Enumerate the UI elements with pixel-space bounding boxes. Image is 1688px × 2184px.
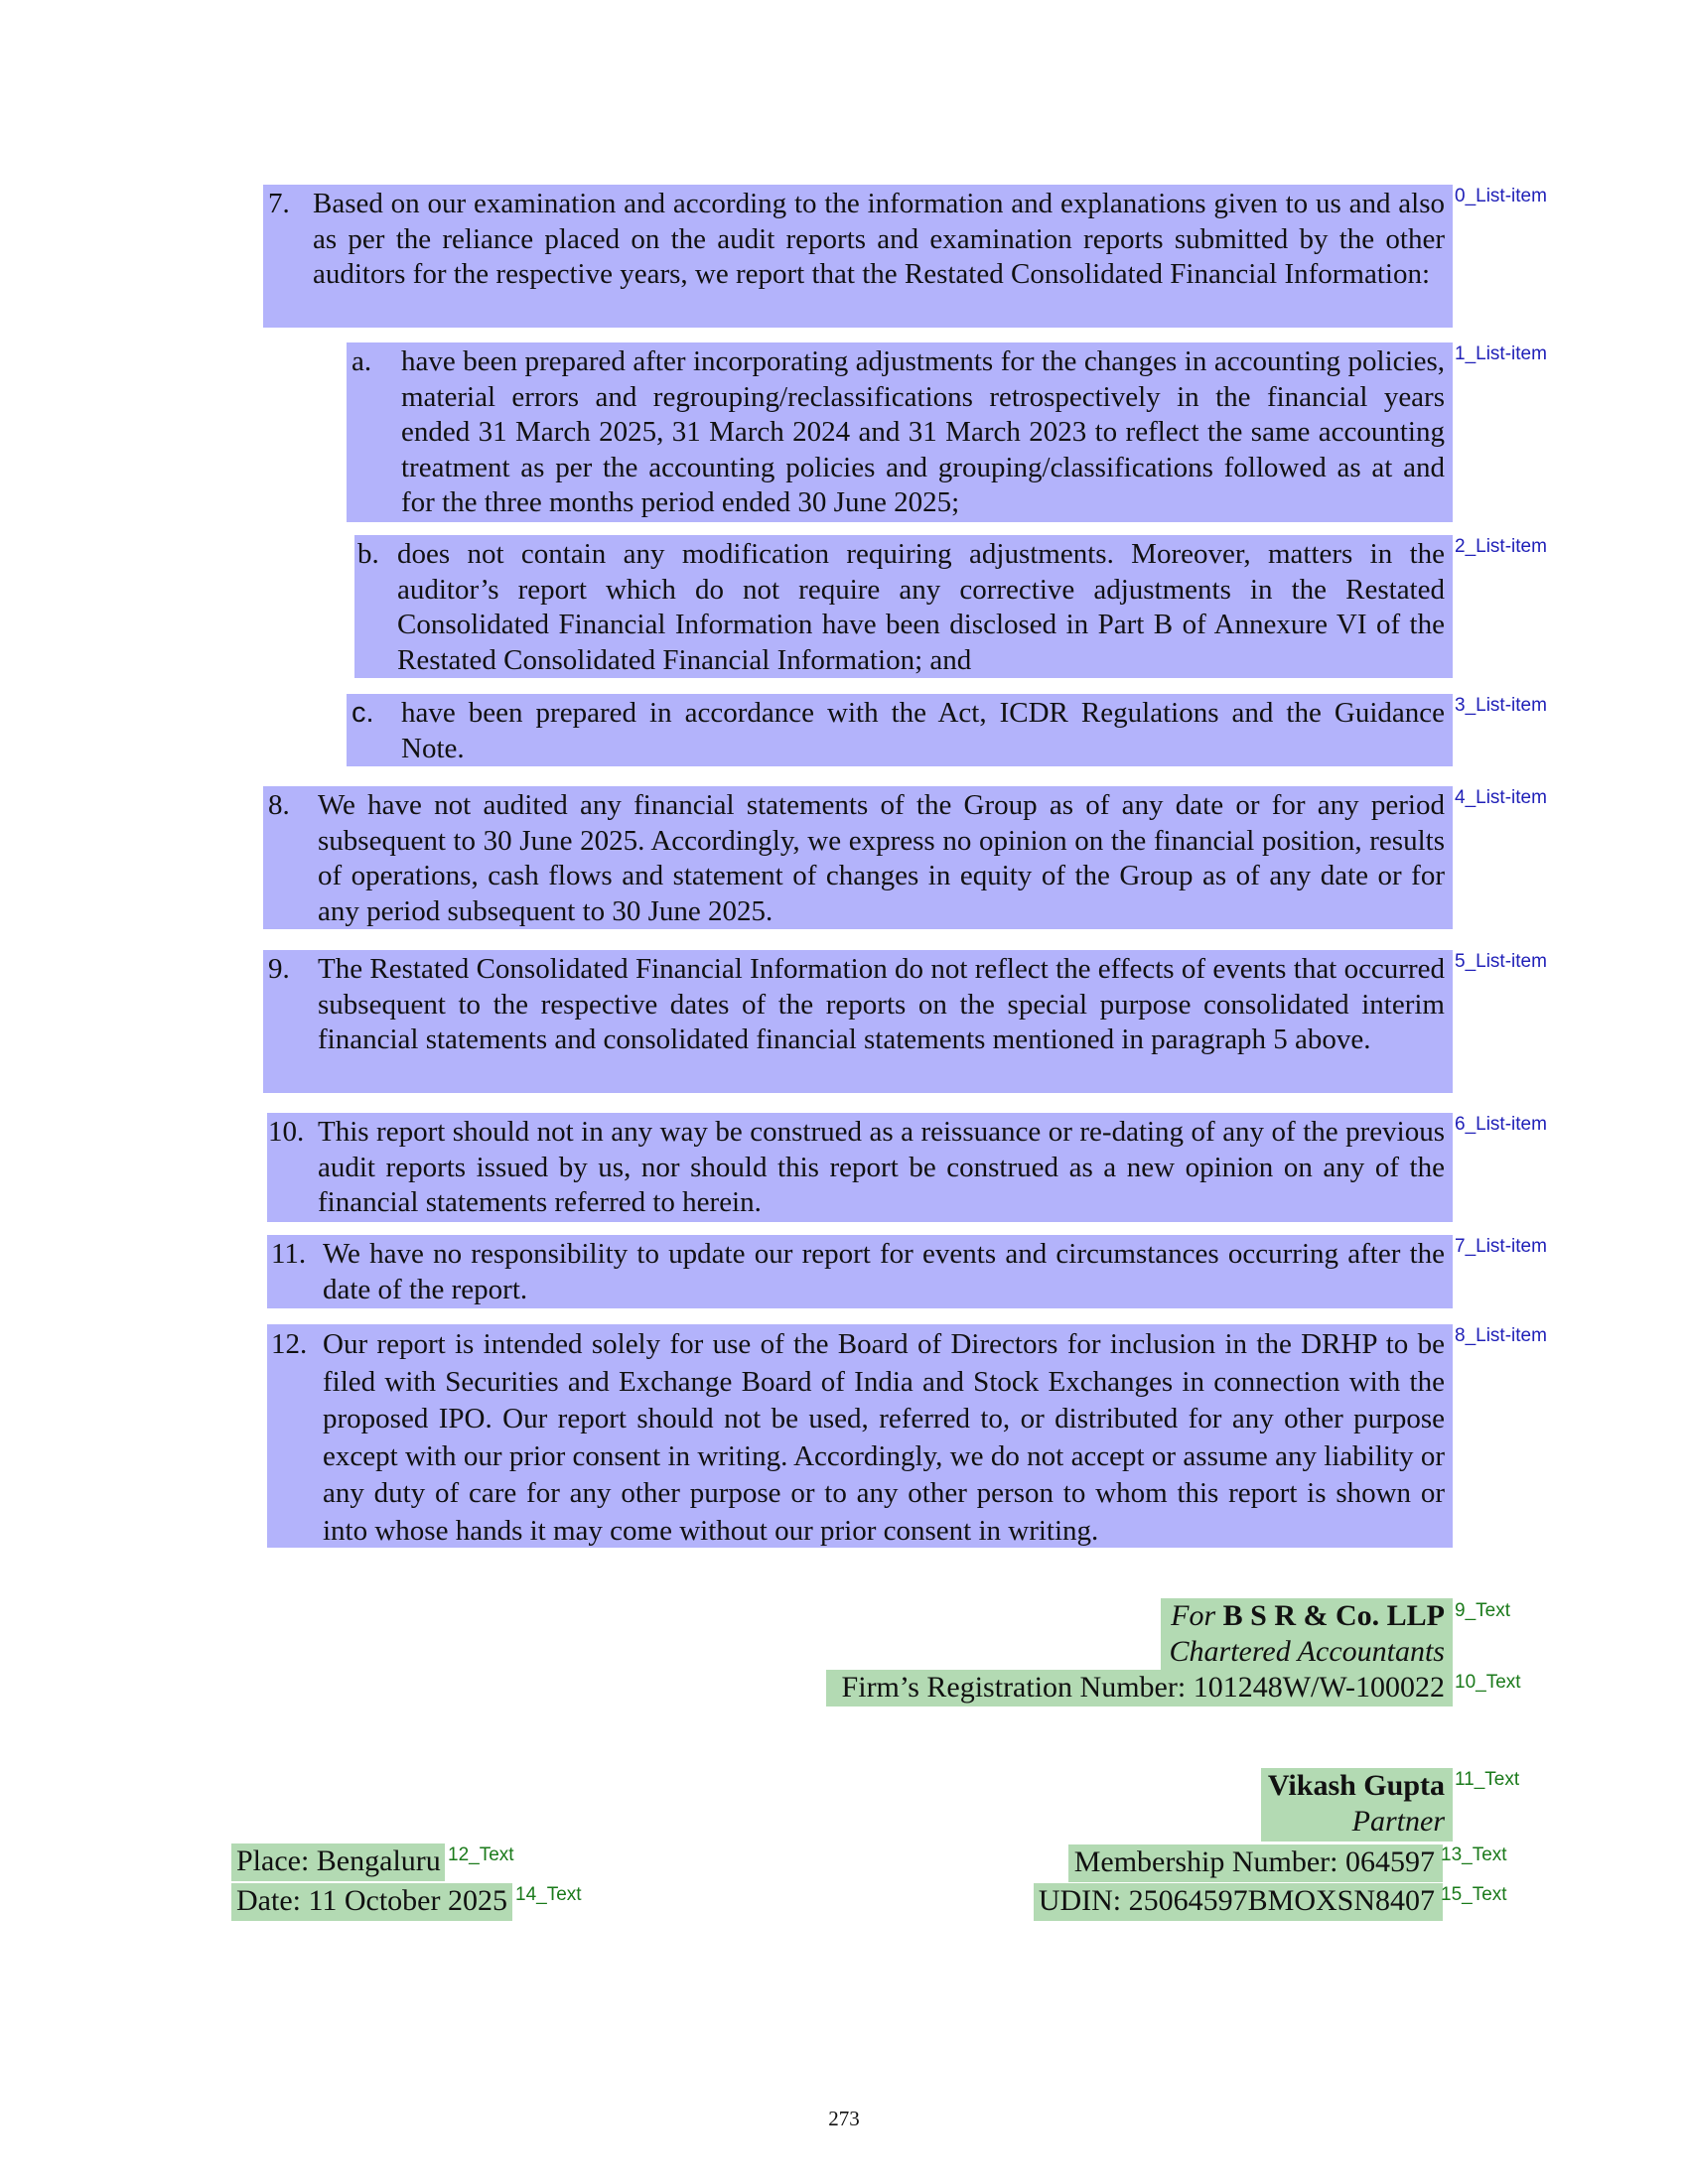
item-number: 9.: [268, 953, 290, 985]
partner-block: [1261, 1768, 1453, 1842]
layout-tag: 8_List-item: [1455, 1325, 1547, 1346]
partner-name: Vikash Gupta: [1267, 1769, 1445, 1802]
item-letter: b.: [357, 538, 379, 570]
item-number: 10.: [268, 1116, 305, 1148]
list-item-8: [263, 786, 1453, 929]
item-text: does not contain any modification requiring adjustments. Moreover, matters in the auditor’s report which do not require any corrective adjustments in the Restated Consolidated Financial Information have been disclosed in Part B of Annexure VI of the Restated Consolidated Financial Information; and: [397, 538, 1445, 676]
list-item-a: [347, 342, 1453, 522]
item-text: have been prepared in accordance with the Act, ICDR Regulations and the Guidance Note.: [401, 697, 1445, 764]
place-text: Place: Bengaluru: [236, 1844, 441, 1877]
layout-tag: 10_Text: [1455, 1672, 1521, 1693]
layout-tag: 4_List-item: [1455, 787, 1547, 808]
item-letter: c.: [352, 697, 374, 729]
item-text: Based on our examination and according to the information and explanations given to us and also as per the reliance placed on the audit reports and examination reports submitted by the other auditors for the respective years, we report that the Restated Consolidated Financial Information:: [313, 188, 1445, 290]
item-text: The Restated Consolidated Financial Information do not reflect the effects of events that occurred subsequent to the respective dates of the reports on the special purpose consolidated interim financial statements and consolidated financial statements mentioned in paragraph 5 above.: [318, 953, 1445, 1055]
firm-line: [1161, 1598, 1445, 1634]
firm-block: [1161, 1598, 1453, 1670]
layout-tag: 5_List-item: [1455, 951, 1547, 972]
list-item-b: [354, 535, 1453, 678]
layout-tag: 15_Text: [1441, 1884, 1507, 1905]
item-number: 11.: [271, 1238, 307, 1270]
layout-tag: 9_Text: [1455, 1600, 1510, 1621]
layout-tag: 12_Text: [448, 1844, 514, 1865]
place: [231, 1843, 445, 1881]
item-text: We have not audited any financial statements of the Group as of any date or for any period subsequent to 30 June 2025. Accordingly, we express no opinion on the financial position, results of operations, cash flows and statement of changes in equity of the Group as of any date or for any period subsequent to 30 June 2025.: [318, 789, 1445, 927]
list-item-10: [267, 1113, 1453, 1222]
udin-text: UDIN: 25064597BMOXSN8407: [1038, 1884, 1435, 1917]
registration-text: Firm’s Registration Number: 101248W/W-100022: [841, 1671, 1445, 1704]
date-text: Date: 11 October 2025: [236, 1884, 507, 1917]
list-item-c: [347, 694, 1453, 766]
firm-type: Chartered Accountants: [1169, 1635, 1445, 1668]
item-text: Our report is intended solely for use of the Board of Directors for inclusion in the DRHP to be filed with Securities and Exchange Board of India and Stock Exchanges in connection with the proposed IPO. Our report should not be used, referred to, or distributed for any other purpose except with our prior consent in writing. Accordingly, we do not accept or assume any liability or any duty of care for any other purpose or to any other person to whom this report is shown or into whose hands it may come without our prior consent in writing.: [323, 1328, 1445, 1547]
membership-text: Membership Number: 064597: [1073, 1845, 1435, 1878]
layout-tag: 7_List-item: [1455, 1236, 1547, 1257]
item-number: 12.: [271, 1328, 308, 1360]
layout-tag: 11_Text: [1455, 1769, 1520, 1790]
date: [231, 1883, 512, 1921]
item-text: We have no responsibility to update our report for events and circumstances occurring after the date of the report.: [323, 1238, 1445, 1305]
list-item-7: [263, 185, 1453, 328]
for-prefix: For: [1171, 1599, 1216, 1632]
list-item-12: [267, 1324, 1453, 1548]
firm-name: B S R & Co. LLP: [1222, 1599, 1445, 1632]
layout-tag: 2_List-item: [1455, 536, 1547, 557]
layout-tag: 3_List-item: [1455, 695, 1547, 716]
page-number: 273: [828, 2107, 860, 2130]
list-item-11: [267, 1235, 1453, 1308]
layout-tag: 13_Text: [1441, 1844, 1507, 1865]
layout-tag: 1_List-item: [1455, 343, 1547, 364]
registration-number: [826, 1670, 1453, 1706]
udin: [1034, 1883, 1443, 1921]
list-item-9: [263, 950, 1453, 1093]
item-number: 8.: [268, 789, 290, 821]
item-text: have been prepared after incorporating adjustments for the changes in accounting policies, material errors and regrouping/reclassifications retrospectively in the financial years ended 31 March 2025, 31 March 2024 and 31 March 2023 to reflect the same accounting treatment as per the accounting policies and grouping/classifications followed as at and for the three months period ended 30 June 2025;: [401, 345, 1445, 518]
layout-tag: 14_Text: [515, 1884, 582, 1905]
partner-title: Partner: [1351, 1805, 1445, 1838]
layout-tag: 6_List-item: [1455, 1114, 1547, 1135]
item-text: This report should not in any way be construed as a reissuance or re-dating of any of the previous audit reports issued by us, nor should this report be construed as a new opinion on any of the financial statements referred to herein.: [318, 1116, 1445, 1218]
layout-tag: 0_List-item: [1455, 186, 1547, 206]
membership-number: [1068, 1844, 1443, 1882]
item-letter: a.: [352, 345, 372, 377]
item-number: 7.: [268, 188, 290, 219]
